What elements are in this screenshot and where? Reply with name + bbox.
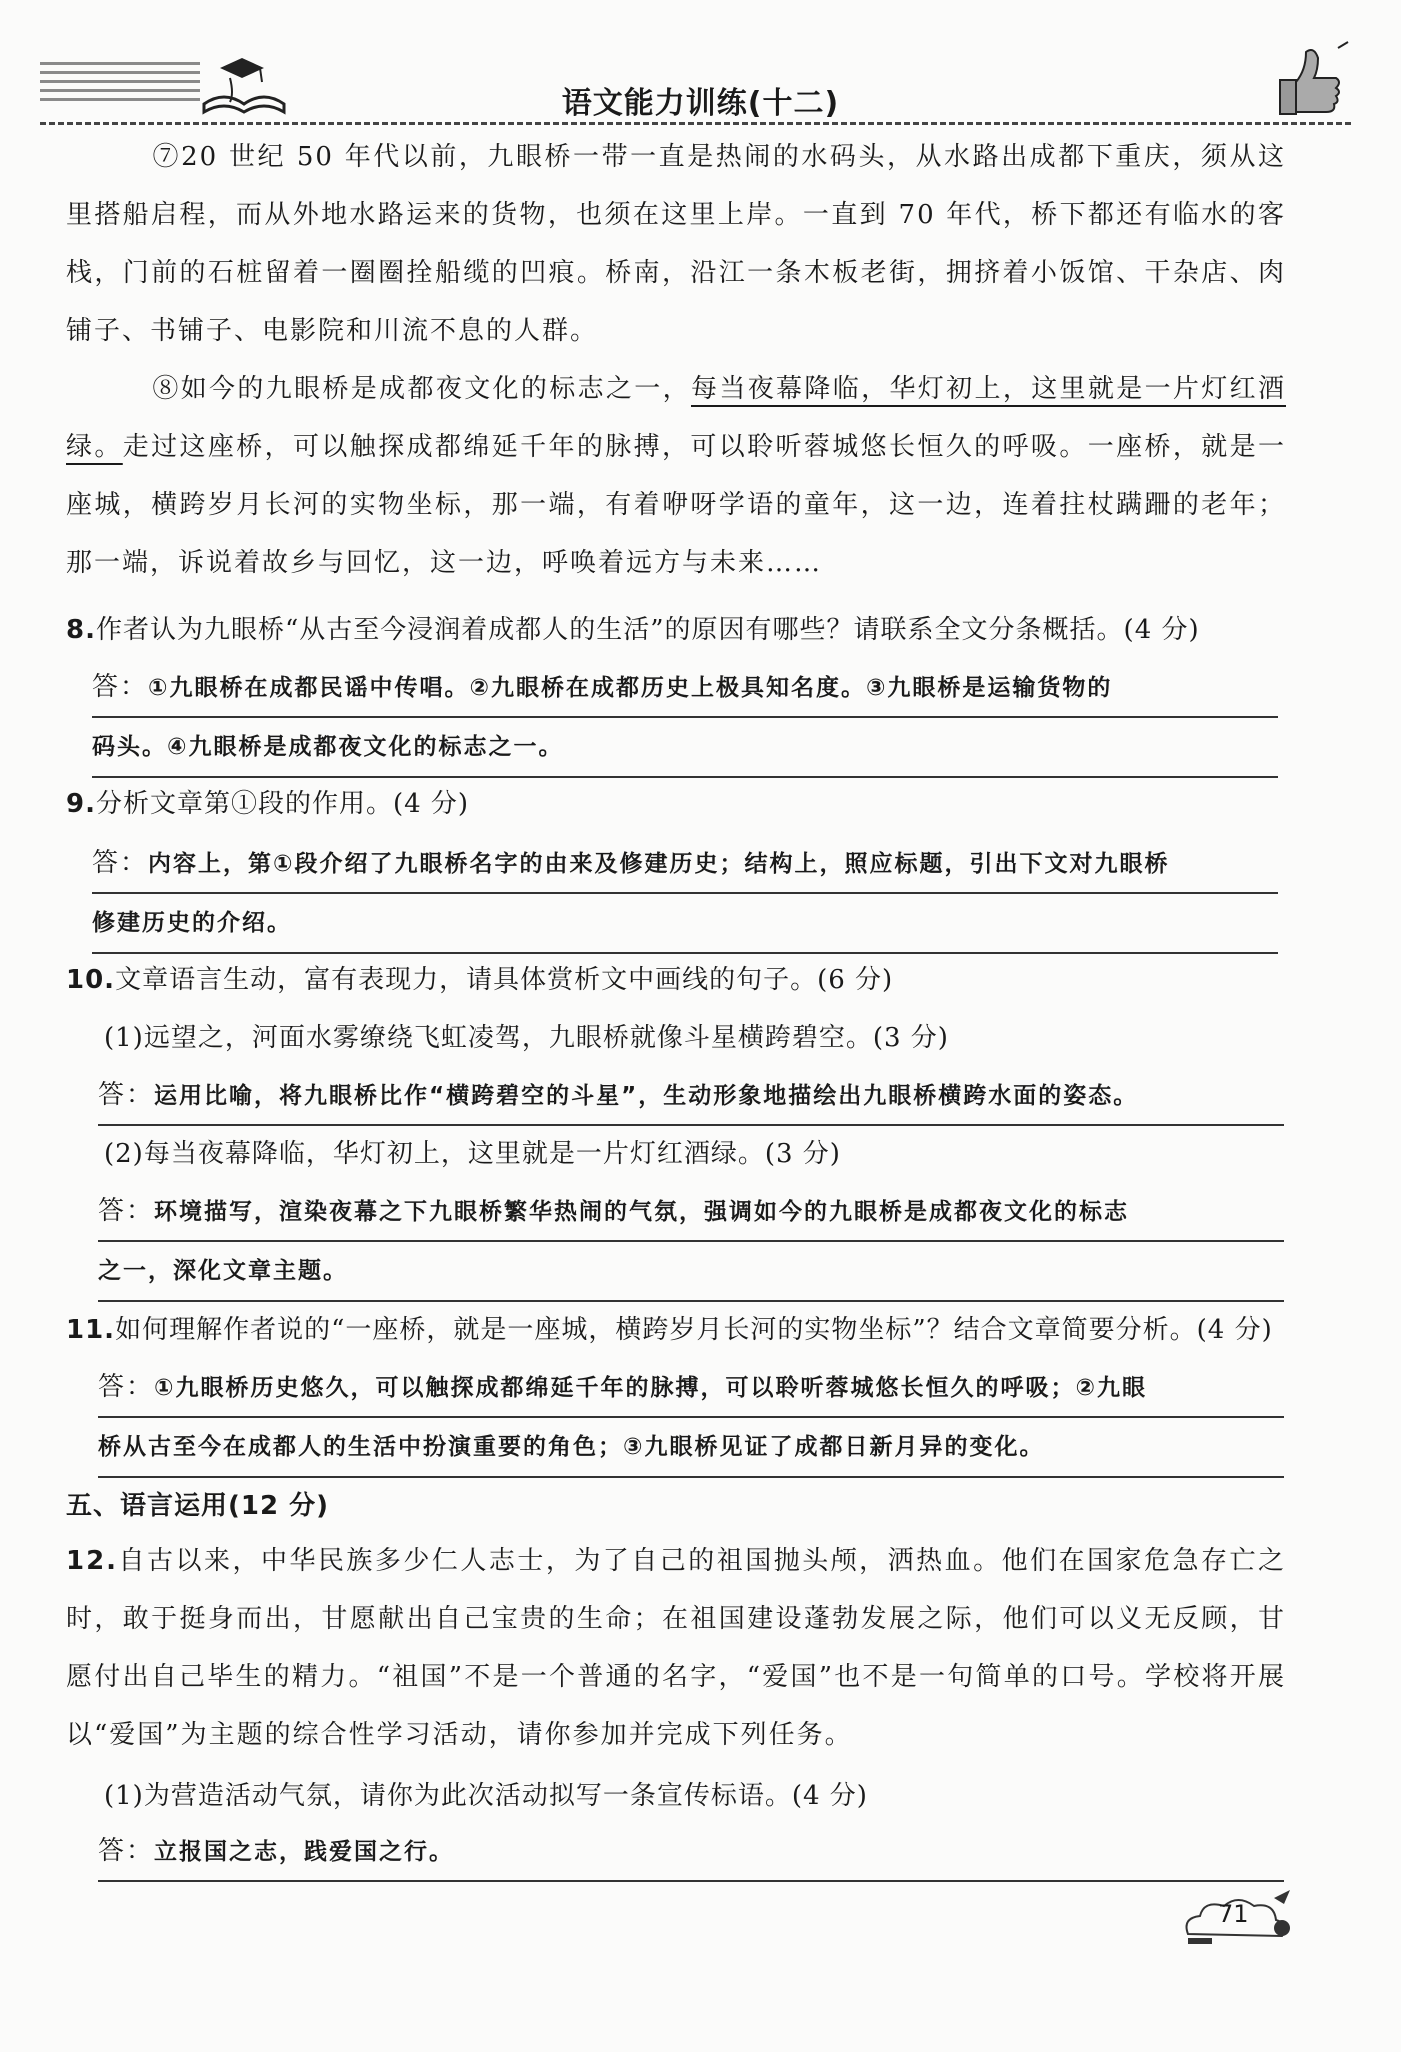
question-12: 12.自古以来，中华民族多少仁人志士，为了自己的祖国抛头颅，洒热血。他们在国家危急存亡之时，敢于挺身而出，甘愿献出自己宝贵的生命；在祖国建设蓬勃发展之际，他们可以义无反顾，甘愿付出自己毕生的精力。“祖国”不是一个普通的名字，“爱国”也不是一句简单的口号。学校将开展以“爱国”为主题的综合性学习活动，请你参加并完成下列任务。 [66,1546,1286,1750]
question-10-sub-2: (2)每当夜幕降临，华灯初上，这里就是一片灯红酒绿。(3 分) [104,1139,841,1169]
question-10-sub-1: (1)远望之，河面水雾缭绕飞虹凌驾，九眼桥就像斗星横跨碧空。(3 分) [104,1023,949,1053]
answer-9: 答：内容上，第①段介绍了九眼桥名字的由来及修建历史；结构上，照应标题，引出下文对九眼桥 修建历史的介绍。 [92,834,1278,954]
page-number: 71 [1218,1900,1249,1928]
passage-paragraph-8: ⑧如今的九眼桥是成都夜文化的标志之一，每当夜幕降临，华灯初上，这里就是一片灯红酒绿。走过这座桥，可以触探成都绵延千年的脉搏，可以聆听蓉城悠长恒久的呼吸。一座桥，就是一座城，横跨岁月长河的实物坐标，那一端，有着咿呀学语的童年，这一边，连着拄杖蹒跚的老年；那一端，诉说着故乡与回忆，这一边，呼唤着远方与未来…… [66,374,1286,578]
thumbs-up-icon [1262,40,1352,120]
section-5-title: 五、语言运用(12 分) [66,1491,329,1521]
answer-10-2: 答：环境描写，渲染夜幕之下九眼桥繁华热闹的气氛，强调如今的九眼桥是成都夜文化的标志 之一，深化文章主题。 [98,1182,1284,1302]
page-number-badge [1178,1888,1298,1948]
passage-paragraph-7: ⑦20 世纪 50 年代以前，九眼桥一带一直是热闹的水码头，从水路出成都下重庆，须从这里搭船启程，而从外地水路运来的货物，也须在这里上岸。一直到 70 年代，桥下都还有临水的客栈，门前的石桩留着一圈圈拴船缆的凹痕。桥南，沿江一条木板老街，拥挤着小饭馆、干杂店、肉铺子、书铺子、电影院和川流不息的人群。 [66,142,1286,346]
answer-10-1: 答：运用比喻，将九眼桥比作“横跨碧空的斗星”，生动形象地描绘出九眼桥横跨水面的姿态。 [98,1066,1284,1126]
header-divider [40,122,1351,125]
answer-8: 答：①九眼桥在成都民谣中传唱。②九眼桥在成都历史上极具知名度。③九眼桥是运输货物的 码头。④九眼桥是成都夜文化的标志之一。 [92,658,1278,778]
question-8: 8.作者认为九眼桥“从古至今浸润着成都人的生活”的原因有哪些？请联系全文分条概括。(4 分) [66,615,1200,645]
page-title: 语文能力训练(十二) [561,86,840,121]
question-9: 9.分析文章第①段的作用。(4 分) [66,789,470,819]
question-10: 10.文章语言生动，富有表现力，请具体赏析文中画线的句子。(6 分) [66,965,894,995]
underlined-sentence: 每当夜幕降临，华灯初上，这里就是一片灯红酒绿。 [66,374,1286,462]
question-12-sub-1: (1)为营造活动气氛，请你为此次活动拟写一条宣传标语。(4 分) [104,1781,868,1811]
answer-12-1: 答：立报国之志，践爱国之行。 [98,1822,1284,1882]
answer-11: 答：①九眼桥历史悠久，可以触探成都绵延千年的脉搏，可以聆听蓉城悠长恒久的呼吸；②九眼 桥从古至今在成都人的生活中扮演重要的角色；③九眼桥见证了成都日新月异的变化。 [98,1358,1284,1478]
question-11: 11.如何理解作者说的“一座桥，就是一座城，横跨岁月长河的实物坐标”？结合文章简要分析。(4 分) [66,1315,1273,1345]
